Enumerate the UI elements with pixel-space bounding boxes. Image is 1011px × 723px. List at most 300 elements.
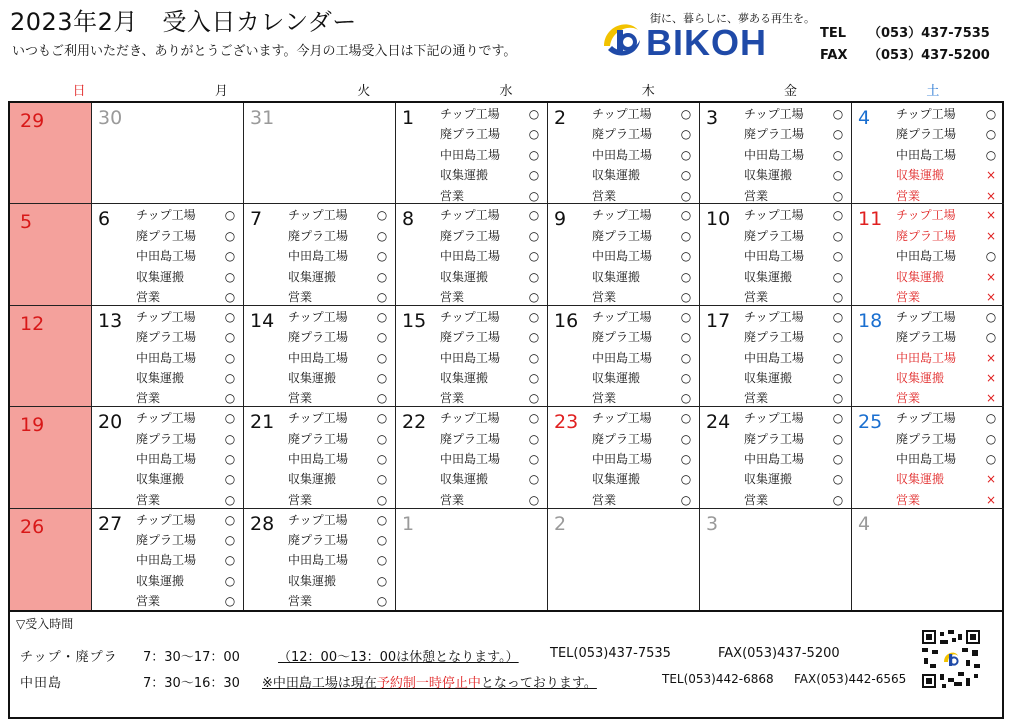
status-row	[896, 124, 998, 144]
open-mark: ○	[528, 350, 540, 365]
open-mark: ○	[376, 350, 388, 365]
status-row	[744, 429, 845, 449]
status-row	[896, 205, 998, 225]
open-mark: ○	[376, 228, 388, 243]
status-row	[288, 388, 389, 407]
open-mark: ○	[680, 309, 692, 324]
page-subtitle: いつもご利用いただき、ありがとうございます。今月の工場受入日は下記の通りです。	[12, 44, 517, 59]
open-mark: ○	[224, 431, 236, 446]
open-mark: ○	[224, 553, 236, 568]
status-row	[744, 388, 845, 407]
weekday-header	[8, 80, 1004, 100]
facility-label: チップ工場	[592, 208, 652, 223]
open-mark: ○	[224, 370, 236, 385]
facility-label: 中田島工場	[136, 249, 197, 264]
facility-label: 営業	[288, 492, 313, 507]
status-row	[136, 267, 237, 287]
status-row	[744, 368, 845, 388]
open-mark: ○	[376, 573, 388, 588]
notice-highlight: 予約制一時停止中	[376, 676, 481, 691]
open-mark: ○	[528, 431, 540, 446]
facility-label: 廃プラ工場	[896, 228, 957, 243]
day-number: 13	[98, 309, 123, 332]
facility-label: 収集運搬	[288, 269, 337, 284]
open-mark: ○	[376, 391, 388, 406]
open-mark: ○	[832, 350, 844, 365]
facility-label: チップ工場	[288, 512, 348, 527]
facility-label: チップ工場	[288, 208, 348, 223]
status-row	[896, 186, 998, 205]
header-tel-label: TEL	[820, 26, 847, 41]
calendar-day-cell	[700, 103, 852, 204]
facility-label: 営業	[440, 492, 465, 507]
open-mark: ○	[376, 309, 388, 324]
qr-code-icon	[922, 630, 980, 688]
facility-label: 中田島工場	[288, 249, 349, 264]
day-number: 1	[402, 512, 415, 535]
reception-hours	[8, 612, 1004, 719]
facility-label: 営業	[440, 391, 465, 406]
open-mark: ○	[224, 594, 236, 609]
status-row	[592, 490, 693, 509]
facility-label: 廃プラ工場	[440, 431, 501, 446]
header-fax-value: （053）437-5200	[868, 48, 990, 63]
day-number: 7	[250, 208, 263, 231]
status-row	[896, 368, 998, 388]
calendar-day-cell	[10, 204, 92, 305]
calendar-grid	[8, 101, 1004, 612]
status-row	[896, 490, 998, 509]
facility-label: 廃プラ工場	[744, 127, 805, 142]
day-number: 15	[402, 309, 427, 332]
status-row	[136, 327, 237, 347]
facility-label: 廃プラ工場	[744, 431, 805, 446]
facility-label: 営業	[440, 188, 465, 203]
status-row	[440, 267, 541, 287]
calendar-day-cell	[396, 509, 548, 610]
facility-label: チップ工場	[896, 411, 956, 426]
day-number: 1	[402, 107, 415, 129]
facility-label: 営業	[744, 188, 769, 203]
facility-label: チップ工場	[440, 208, 500, 223]
open-mark: ○	[680, 370, 692, 385]
facility-label: 営業	[440, 289, 465, 304]
status-row	[288, 307, 389, 327]
open-mark: ○	[832, 127, 844, 142]
status-row	[896, 287, 998, 306]
open-mark: ○	[376, 249, 388, 264]
status-row	[896, 348, 998, 368]
calendar-day-cell	[396, 306, 548, 407]
status-row	[744, 226, 845, 246]
calendar-day-cell	[92, 204, 244, 305]
status-row	[288, 591, 389, 610]
reception-status-list	[288, 307, 389, 407]
status-row	[744, 104, 845, 124]
calendar-day-cell	[548, 306, 700, 407]
status-row	[136, 226, 237, 246]
status-row	[440, 145, 541, 165]
facility-label: 中田島工場	[896, 249, 957, 264]
facility-label: チップ工場	[136, 208, 196, 223]
reception-status-list	[440, 104, 541, 204]
closed-mark: ×	[985, 370, 997, 385]
status-row	[440, 368, 541, 388]
open-mark: ○	[376, 532, 388, 547]
calendar-day-cell	[548, 407, 700, 508]
reception-status-list	[136, 307, 237, 407]
facility-label: 営業	[288, 391, 313, 406]
facility-label: 廃プラ工場	[136, 532, 197, 547]
day-number: 19	[20, 414, 45, 437]
status-row	[744, 327, 845, 347]
calendar-day-cell	[852, 306, 1004, 407]
day-number: 16	[554, 309, 579, 332]
facility-label: 中田島工場	[440, 147, 501, 162]
open-mark: ○	[832, 411, 844, 426]
day-number: 2	[554, 107, 567, 129]
facility-label: 中田島工場	[592, 249, 653, 264]
open-mark: ○	[680, 107, 692, 121]
status-row	[136, 510, 237, 530]
status-row	[136, 591, 237, 610]
open-mark: ○	[680, 249, 692, 264]
facility-label: 中田島工場	[896, 350, 957, 365]
facility-label: 収集運搬	[288, 472, 337, 487]
facility-label: 収集運搬	[136, 370, 185, 385]
open-mark: ○	[528, 107, 540, 121]
open-mark: ○	[528, 228, 540, 243]
facility-label: 廃プラ工場	[896, 431, 957, 446]
facility-label: チップ工場	[896, 208, 956, 223]
status-row	[136, 429, 237, 449]
open-mark: ○	[224, 350, 236, 365]
reception-status-list	[744, 408, 845, 508]
reception-status-list	[896, 205, 998, 305]
open-mark: ○	[832, 309, 844, 324]
facility-label: 営業	[288, 594, 313, 609]
reception-status-list	[136, 510, 237, 610]
open-mark: ○	[224, 472, 236, 487]
status-row	[896, 388, 998, 407]
open-mark: ○	[832, 391, 844, 406]
open-mark: ○	[528, 289, 540, 304]
facility-label: 廃プラ工場	[592, 127, 653, 142]
facility-label: 収集運搬	[440, 472, 489, 487]
status-row	[136, 348, 237, 368]
facility-label: 収集運搬	[592, 370, 641, 385]
open-mark: ○	[528, 330, 540, 345]
open-mark: ○	[680, 350, 692, 365]
facility-label: 営業	[592, 289, 617, 304]
facility-label: 営業	[136, 289, 161, 304]
reception-hours-heading: ▽受入時間	[16, 617, 74, 631]
open-mark: ○	[528, 492, 540, 507]
status-row	[592, 429, 693, 449]
status-row	[136, 571, 237, 591]
calendar-day-cell	[92, 509, 244, 610]
status-row	[136, 469, 237, 489]
status-row	[136, 388, 237, 407]
reception-status-list	[592, 104, 693, 204]
facility-label: 廃プラ工場	[896, 330, 957, 345]
day-number: 8	[402, 208, 415, 231]
status-row	[896, 307, 998, 327]
open-mark: ○	[528, 411, 540, 426]
closed-mark: ×	[985, 350, 997, 365]
day-number: 31	[250, 107, 275, 129]
day-number: 12	[20, 312, 45, 335]
status-row	[592, 368, 693, 388]
facility-label: 中田島工場	[592, 147, 653, 162]
open-mark: ○	[376, 492, 388, 507]
logo-brand: BIKOH	[646, 22, 767, 63]
facility-label: 中田島工場	[136, 451, 197, 466]
facility-label: 廃プラ工場	[288, 330, 349, 345]
day-number: 4	[858, 512, 871, 535]
status-row	[440, 449, 541, 469]
status-row	[288, 449, 389, 469]
open-mark: ○	[832, 472, 844, 487]
open-mark: ○	[376, 411, 388, 426]
calendar-day-cell	[244, 509, 396, 610]
status-row	[896, 469, 998, 489]
calendar-day-cell	[852, 103, 1004, 204]
facility-label: チップ工場	[136, 309, 196, 324]
reception-status-list	[136, 408, 237, 508]
open-mark: ○	[528, 168, 540, 183]
open-mark: ○	[528, 249, 540, 264]
open-mark: ○	[680, 208, 692, 223]
open-mark: ○	[832, 431, 844, 446]
open-mark: ○	[376, 553, 388, 568]
facility-label: 収集運搬	[744, 269, 793, 284]
reception-tel: TEL(053)437-7535	[550, 646, 671, 661]
status-row	[592, 165, 693, 185]
status-row	[136, 307, 237, 327]
open-mark: ○	[224, 451, 236, 466]
status-row	[288, 530, 389, 550]
status-row	[896, 104, 998, 124]
status-row	[440, 124, 541, 144]
facility-label: 収集運搬	[896, 370, 945, 385]
open-mark: ○	[680, 289, 692, 304]
status-row	[288, 550, 389, 570]
open-mark: ○	[224, 309, 236, 324]
facility-label: 営業	[896, 289, 921, 304]
weekday-wed: 水	[499, 84, 513, 99]
status-row	[592, 469, 693, 489]
status-row	[440, 186, 541, 205]
open-mark: ○	[832, 107, 844, 121]
status-row	[440, 408, 541, 428]
status-row	[592, 104, 693, 124]
facility-label: 廃プラ工場	[744, 330, 805, 345]
calendar-day-cell	[852, 407, 1004, 508]
reception-status-list	[440, 307, 541, 407]
facility-label: 中田島工場	[744, 249, 805, 264]
facility-label: チップ工場	[288, 411, 348, 426]
status-row	[440, 327, 541, 347]
calendar-day-cell	[548, 204, 700, 305]
status-row	[744, 205, 845, 225]
status-row	[592, 388, 693, 407]
open-mark: ○	[528, 309, 540, 324]
facility-label: チップ工場	[440, 309, 500, 324]
open-mark: ○	[985, 147, 997, 162]
facility-label: 収集運搬	[440, 370, 489, 385]
break-note: （12：00〜13：00は休憩となります。）	[278, 650, 519, 665]
open-mark: ○	[376, 472, 388, 487]
facility-label: 収集運搬	[896, 269, 945, 284]
status-row	[288, 348, 389, 368]
open-mark: ○	[528, 269, 540, 284]
calendar-day-cell	[244, 204, 396, 305]
facility-label: 営業	[744, 492, 769, 507]
facility-label: 収集運搬	[288, 573, 337, 588]
status-row	[744, 186, 845, 205]
calendar-day-cell	[700, 509, 852, 610]
facility-label: 収集運搬	[288, 370, 337, 385]
calendar-day-cell	[396, 204, 548, 305]
reception-status-list	[896, 104, 998, 204]
open-mark: ○	[376, 289, 388, 304]
status-row	[592, 226, 693, 246]
reception-fax: FAX(053)437-5200	[718, 646, 840, 661]
status-row	[440, 205, 541, 225]
open-mark: ○	[528, 147, 540, 162]
status-row	[896, 165, 998, 185]
facility-label: 中田島工場	[288, 451, 349, 466]
facility-label: 収集運搬	[592, 472, 641, 487]
status-row	[592, 348, 693, 368]
calendar-day-cell	[396, 407, 548, 508]
open-mark: ○	[680, 228, 692, 243]
open-mark: ○	[832, 208, 844, 223]
status-row	[896, 267, 998, 287]
open-mark: ○	[376, 594, 388, 609]
facility-label: 廃プラ工場	[136, 330, 197, 345]
facility-label: チップ工場	[440, 411, 500, 426]
open-mark: ○	[985, 107, 997, 121]
open-mark: ○	[985, 127, 997, 142]
weekday-tue: 火	[357, 84, 371, 99]
open-mark: ○	[224, 411, 236, 426]
facility-label: 営業	[136, 492, 161, 507]
open-mark: ○	[528, 451, 540, 466]
open-mark: ○	[832, 168, 844, 183]
facility-label: 営業	[896, 492, 921, 507]
open-mark: ○	[680, 472, 692, 487]
open-mark: ○	[528, 127, 540, 142]
closed-mark: ×	[985, 168, 997, 183]
reception-status-list	[744, 307, 845, 407]
open-mark: ○	[376, 330, 388, 345]
facility-label: 中田島工場	[592, 350, 653, 365]
status-row	[136, 287, 237, 306]
facility-label: 廃プラ工場	[440, 330, 501, 345]
reception-status-list	[288, 205, 389, 305]
notice-text: となっております。	[480, 676, 597, 691]
facility-label: 営業	[592, 492, 617, 507]
facility-label: 中田島工場	[288, 553, 349, 568]
facility-label: 中田島工場	[136, 350, 197, 365]
day-number: 3	[706, 512, 719, 535]
status-row	[592, 287, 693, 306]
header-tel-value: （053）437-7535	[868, 26, 990, 41]
day-number: 4	[858, 107, 871, 129]
reception-status-list	[744, 104, 845, 204]
facility-label: 中田島工場	[440, 350, 501, 365]
facility-label: 中田島工場	[896, 147, 957, 162]
day-number: 26	[20, 515, 45, 538]
bikoh-logo-icon	[598, 16, 644, 62]
closed-mark: ×	[985, 269, 997, 284]
calendar-day-cell	[244, 306, 396, 407]
open-mark: ○	[224, 289, 236, 304]
day-number: 25	[858, 411, 883, 434]
status-row	[136, 449, 237, 469]
facility-label: 収集運搬	[136, 269, 185, 284]
facility-label: 収集運搬	[896, 472, 945, 487]
logo-tagline: 街に、暮らしに、夢ある再生を。	[650, 12, 815, 25]
status-row	[440, 165, 541, 185]
weekday-fri: 金	[784, 84, 798, 99]
calendar-day-cell	[92, 103, 244, 204]
facility-label: チップ工場	[744, 411, 804, 426]
facility-label: 収集運搬	[136, 573, 185, 588]
facility-label: チップ工場	[592, 411, 652, 426]
calendar-day-cell	[548, 509, 700, 610]
facility-label: チップ工場	[136, 411, 196, 426]
status-row	[288, 490, 389, 509]
facility-label: 営業	[896, 188, 921, 203]
status-row	[592, 124, 693, 144]
facility-label: 廃プラ工場	[592, 330, 653, 345]
page-title: 2023年2月 受入日カレンダー	[10, 8, 357, 36]
calendar-day-cell	[700, 306, 852, 407]
status-row	[744, 267, 845, 287]
open-mark: ○	[680, 168, 692, 183]
facility-label: 廃プラ工場	[288, 228, 349, 243]
facility-label: 廃プラ工場	[592, 228, 653, 243]
status-row	[288, 429, 389, 449]
open-mark: ○	[528, 188, 540, 203]
status-row	[592, 246, 693, 266]
open-mark: ○	[985, 431, 997, 446]
status-row	[288, 469, 389, 489]
weekday-sun: 日	[72, 84, 86, 99]
open-mark: ○	[680, 330, 692, 345]
facility-label: 収集運搬	[440, 168, 489, 183]
weekday-thu: 木	[641, 84, 655, 99]
status-row	[440, 307, 541, 327]
calendar-day-cell	[244, 103, 396, 204]
open-mark: ○	[224, 573, 236, 588]
status-row	[288, 327, 389, 347]
facility-label: チップ工場	[896, 107, 956, 121]
facility-label: 廃プラ工場	[136, 228, 197, 243]
day-number: 30	[98, 107, 123, 129]
status-row	[744, 246, 845, 266]
calendar-day-cell	[92, 407, 244, 508]
facility-label: 廃プラ工場	[744, 228, 805, 243]
day-number: 6	[98, 208, 111, 231]
open-mark: ○	[376, 512, 388, 527]
open-mark: ○	[376, 269, 388, 284]
status-row	[744, 490, 845, 509]
calendar-day-cell	[548, 103, 700, 204]
